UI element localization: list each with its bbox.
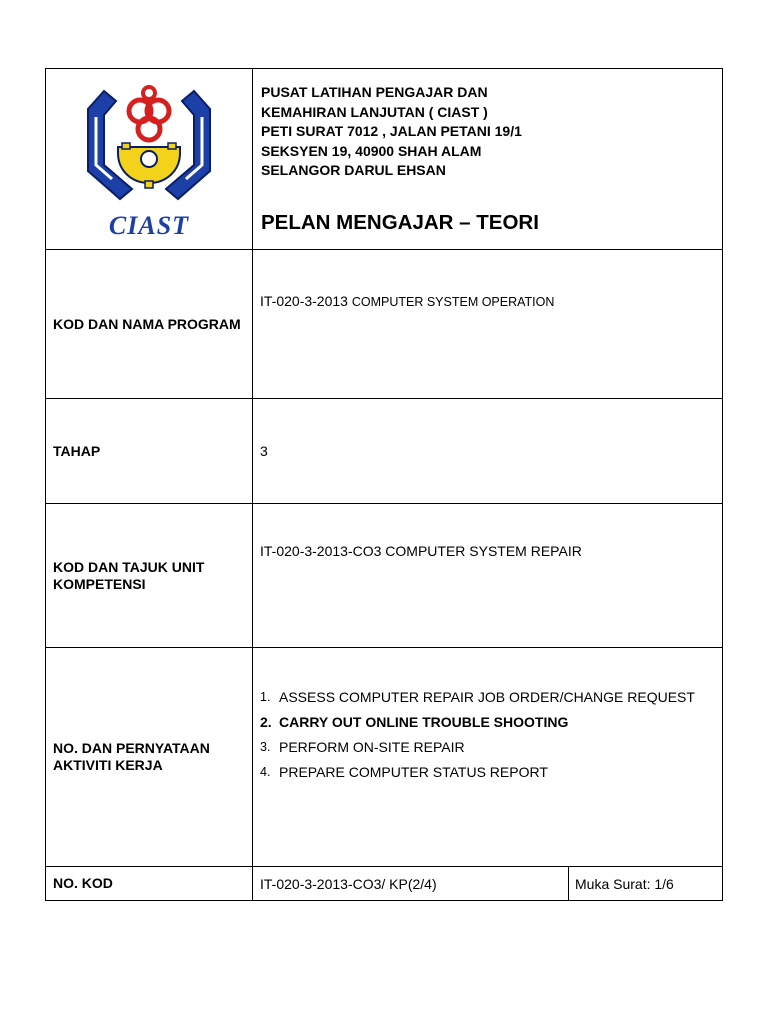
- document-title: PELAN MENGAJAR – TEORI: [261, 211, 539, 234]
- program-code: IT-020-3-2013: [260, 293, 348, 309]
- page-number: Muka Surat: 1/6: [575, 875, 674, 892]
- activity-number: 2.: [260, 714, 272, 730]
- tahap-row: [46, 399, 723, 504]
- unit-row: [46, 504, 723, 648]
- lesson-plan-form: [45, 68, 723, 901]
- kod-value: IT-020-3-2013-CO3/ KP(2/4): [253, 867, 569, 900]
- unit-label: KOD DAN TAJUK UNIT KOMPETENSI: [46, 504, 253, 648]
- list-item: [260, 735, 722, 760]
- address-line: PETI SURAT 7012 , JALAN PETANI 19/1: [261, 123, 522, 139]
- activity-text: CARRY OUT ONLINE TROUBLE SHOOTING: [279, 714, 569, 730]
- activity-list-cell: [253, 648, 723, 867]
- tahap-label: TAHAP: [46, 399, 253, 504]
- activity-text: PREPARE COMPUTER STATUS REPORT: [279, 764, 548, 780]
- activity-label: NO. DAN PERNYATAAN AKTIVITI KERJA: [46, 648, 253, 867]
- activity-text: PERFORM ON-SITE REPAIR: [279, 739, 465, 755]
- activity-number: 4.: [260, 765, 271, 779]
- header-info-cell: [253, 69, 723, 250]
- program-name: COMPUTER SYSTEM OPERATION: [351, 295, 555, 309]
- address-line: SELANGOR DARUL EHSAN: [261, 162, 446, 178]
- ciast-emblem-icon: [82, 79, 216, 209]
- activity-row: [46, 648, 723, 867]
- address-line: PUSAT LATIHAN PENGAJAR DAN: [261, 84, 488, 100]
- address-line: SEKSYEN 19, 40900 SHAH ALAM: [261, 142, 482, 159]
- program-value: [253, 250, 723, 399]
- logo-wordmark: CIAST: [108, 211, 190, 240]
- activity-number: 3.: [260, 740, 271, 754]
- program-row: [46, 250, 723, 399]
- list-item: [260, 760, 722, 785]
- activity-number: 1.: [260, 690, 271, 704]
- list-item: [260, 710, 722, 735]
- kod-label: NO. KOD: [46, 867, 253, 901]
- institution-address: [261, 83, 522, 181]
- tahap-value: 3: [253, 399, 723, 504]
- program-label: KOD DAN NAMA PROGRAM: [46, 250, 253, 399]
- unit-value: IT-020-3-2013-CO3 COMPUTER SYSTEM REPAIR: [253, 504, 723, 648]
- kod-cell: [253, 867, 723, 901]
- list-item: [260, 685, 722, 710]
- kod-row: [46, 867, 723, 901]
- logo-cell: [46, 69, 253, 250]
- activity-text: ASSESS COMPUTER REPAIR JOB ORDER/CHANGE REQUEST: [279, 689, 695, 705]
- address-line: KEMAHIRAN LANJUTAN ( CIAST ): [261, 103, 488, 120]
- kod-split: [253, 867, 722, 900]
- document-sheet: [45, 68, 722, 901]
- activity-list: [253, 648, 722, 785]
- ciast-logo: [82, 79, 216, 239]
- header-row: [46, 69, 723, 250]
